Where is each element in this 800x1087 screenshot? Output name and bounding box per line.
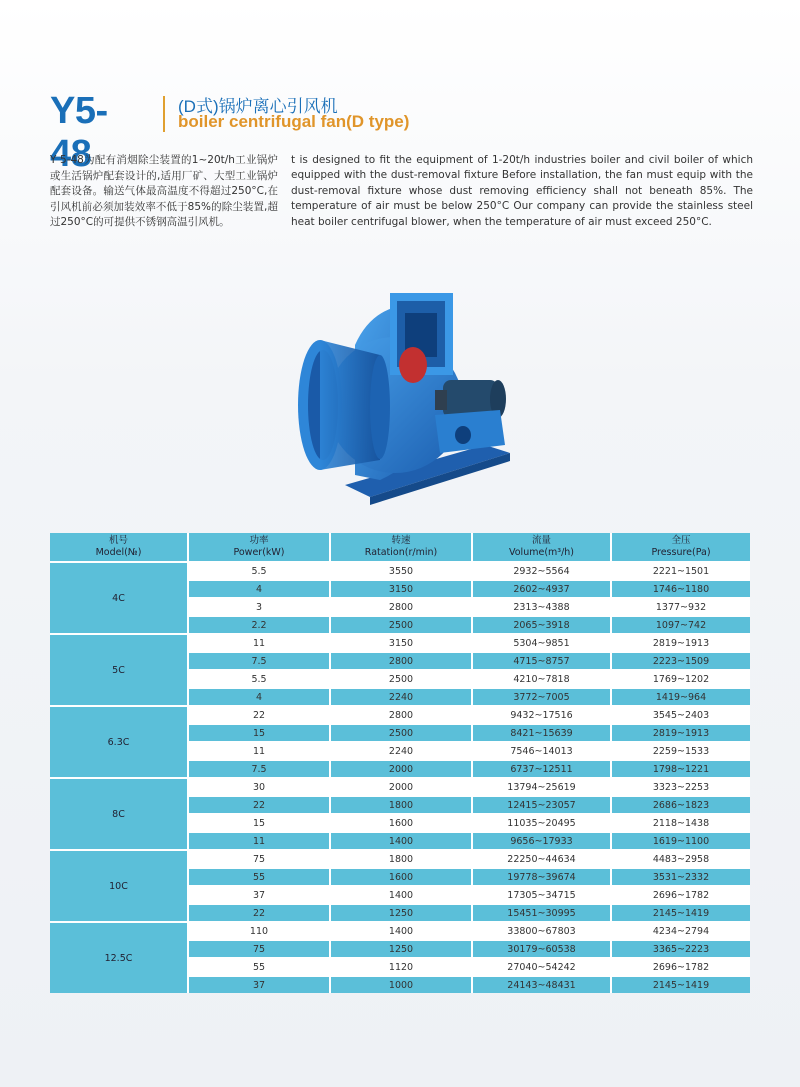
pressure-cell: 1619~1100 [611, 832, 750, 850]
pressure-cell: 4483~2958 [611, 850, 750, 868]
pressure-cell: 1097~742 [611, 616, 750, 634]
power-cell: 22 [188, 706, 330, 724]
volume-cell: 2932~5564 [472, 562, 611, 580]
power-cell: 22 [188, 904, 330, 922]
pressure-cell: 3323~2253 [611, 778, 750, 796]
table-header-row [50, 533, 750, 562]
power-cell: 30 [188, 778, 330, 796]
pressure-cell: 3365~2223 [611, 940, 750, 958]
volume-cell: 2602~4937 [472, 580, 611, 598]
power-cell: 11 [188, 832, 330, 850]
pressure-cell: 1377~932 [611, 598, 750, 616]
power-cell: 75 [188, 850, 330, 868]
pressure-cell: 2819~1913 [611, 724, 750, 742]
power-cell: 110 [188, 922, 330, 940]
pressure-cell: 2223~1509 [611, 652, 750, 670]
pressure-cell: 2221~1501 [611, 562, 750, 580]
power-cell: 4 [188, 688, 330, 706]
pressure-cell: 2819~1913 [611, 634, 750, 652]
rotation-cell: 2500 [330, 616, 472, 634]
power-cell: 55 [188, 958, 330, 976]
model-cell: 5C [50, 634, 188, 706]
volume-cell: 8421~15639 [472, 724, 611, 742]
volume-cell: 33800~67803 [472, 922, 611, 940]
volume-cell: 13794~25619 [472, 778, 611, 796]
power-cell: 7.5 [188, 760, 330, 778]
table-body [50, 562, 750, 993]
pressure-cell: 1746~1180 [611, 580, 750, 598]
volume-cell: 17305~34715 [472, 886, 611, 904]
power-cell: 75 [188, 940, 330, 958]
pressure-cell: 2696~1782 [611, 958, 750, 976]
power-cell: 4 [188, 580, 330, 598]
power-cell: 11 [188, 634, 330, 652]
power-cell: 22 [188, 796, 330, 814]
rotation-cell: 3150 [330, 580, 472, 598]
rotation-cell: 1600 [330, 868, 472, 886]
power-cell: 5.5 [188, 670, 330, 688]
table-row [50, 850, 750, 868]
power-cell: 37 [188, 886, 330, 904]
pressure-cell: 1769~1202 [611, 670, 750, 688]
model-cell: 10C [50, 850, 188, 922]
rotation-cell: 2000 [330, 778, 472, 796]
pressure-cell: 2145~1419 [611, 976, 750, 993]
volume-cell: 2065~3918 [472, 616, 611, 634]
model-cell: 8C [50, 778, 188, 850]
rotation-cell: 2000 [330, 760, 472, 778]
header-pressure: 全压 Pressure(Pa) [611, 533, 750, 562]
pressure-cell: 3545~2403 [611, 706, 750, 724]
volume-cell: 12415~23057 [472, 796, 611, 814]
pressure-cell: 2145~1419 [611, 904, 750, 922]
centrifugal-fan-image [285, 285, 525, 515]
table-row [50, 562, 750, 580]
rotation-cell: 2800 [330, 706, 472, 724]
pressure-cell: 2118~1438 [611, 814, 750, 832]
volume-cell: 30179~60538 [472, 940, 611, 958]
power-cell: 3 [188, 598, 330, 616]
volume-cell: 19778~39674 [472, 868, 611, 886]
power-cell: 7.5 [188, 652, 330, 670]
rotation-cell: 3150 [330, 634, 472, 652]
rotation-cell: 1250 [330, 904, 472, 922]
table-row [50, 922, 750, 940]
rotation-cell: 1600 [330, 814, 472, 832]
rotation-cell: 3550 [330, 562, 472, 580]
table-row [50, 778, 750, 796]
rotation-cell: 2500 [330, 724, 472, 742]
volume-cell: 9432~17516 [472, 706, 611, 724]
pressure-cell: 2696~1782 [611, 886, 750, 904]
rotation-cell: 2240 [330, 742, 472, 760]
rotation-cell: 1800 [330, 796, 472, 814]
power-cell: 5.5 [188, 562, 330, 580]
header-volume: 流量 Volume(m³/h) [472, 533, 611, 562]
pressure-cell: 2259~1533 [611, 742, 750, 760]
power-cell: 15 [188, 814, 330, 832]
title-english: boiler centrifugal fan(D type) [178, 112, 410, 131]
rotation-cell: 2500 [330, 670, 472, 688]
volume-cell: 24143~48431 [472, 976, 611, 993]
pressure-cell: 3531~2332 [611, 868, 750, 886]
rotation-cell: 2800 [330, 652, 472, 670]
volume-cell: 11035~20495 [472, 814, 611, 832]
volume-cell: 6737~12511 [472, 760, 611, 778]
rotation-cell: 1400 [330, 922, 472, 940]
title-chinese: (D式)锅炉离心引风机 [178, 97, 338, 116]
volume-cell: 7546~14013 [472, 742, 611, 760]
volume-cell: 4210~7818 [472, 670, 611, 688]
title-divider [163, 96, 165, 132]
rotation-cell: 1400 [330, 886, 472, 904]
rotation-cell: 2800 [330, 598, 472, 616]
model-cell: 4C [50, 562, 188, 634]
spec-table [50, 533, 750, 993]
power-cell: 15 [188, 724, 330, 742]
table-row [50, 634, 750, 652]
pressure-cell: 2686~1823 [611, 796, 750, 814]
rotation-cell: 2240 [330, 688, 472, 706]
header-model: 机号 Model(№) [50, 533, 188, 562]
pressure-cell: 1419~964 [611, 688, 750, 706]
model-code: Y5-48 [50, 90, 108, 175]
header-rotation: 转速 Ratation(r/min) [330, 533, 472, 562]
model-cell: 12.5C [50, 922, 188, 993]
rotation-cell: 1000 [330, 976, 472, 993]
volume-cell: 15451~30995 [472, 904, 611, 922]
model-cell: 6.3C [50, 706, 188, 778]
header-power: 功率 Power(kW) [188, 533, 330, 562]
description-chinese: Y 5-48为配有消烟除尘装置的1~20t/h工业锅炉或生活锅炉配套设计的,适用厂矿、大型工业锅炉配套设备。输送气体最高温度不得超过250°C,在引风机前必须加装效率不低于85%的除尘装置,超过250°C的可提供不锈钢高温引风机。 [50, 154, 278, 228]
power-cell: 2.2 [188, 616, 330, 634]
power-cell: 55 [188, 868, 330, 886]
pressure-cell: 1798~1221 [611, 760, 750, 778]
volume-cell: 2313~4388 [472, 598, 611, 616]
table-row [50, 706, 750, 724]
volume-cell: 4715~8757 [472, 652, 611, 670]
rotation-cell: 1400 [330, 832, 472, 850]
volume-cell: 22250~44634 [472, 850, 611, 868]
description-english: t is designed to fit the equipment of 1-20t/h industries boiler and civil boiler of which equipped with the dust-removal fixture Before installation, the fan must equip with the dust-removal fixture whose dust removing efficiency shall not beneath 85%. The temperature of air must be below 250°C Our company can provide the stainless steel heat boiler centrifugal blower, when the temperature of air must exceed 250°C. [291, 154, 753, 228]
rotation-cell: 1120 [330, 958, 472, 976]
volume-cell: 3772~7005 [472, 688, 611, 706]
volume-cell: 5304~9851 [472, 634, 611, 652]
volume-cell: 9656~17933 [472, 832, 611, 850]
rotation-cell: 1800 [330, 850, 472, 868]
power-cell: 37 [188, 976, 330, 993]
pressure-cell: 4234~2794 [611, 922, 750, 940]
volume-cell: 27040~54242 [472, 958, 611, 976]
power-cell: 11 [188, 742, 330, 760]
rotation-cell: 1250 [330, 940, 472, 958]
